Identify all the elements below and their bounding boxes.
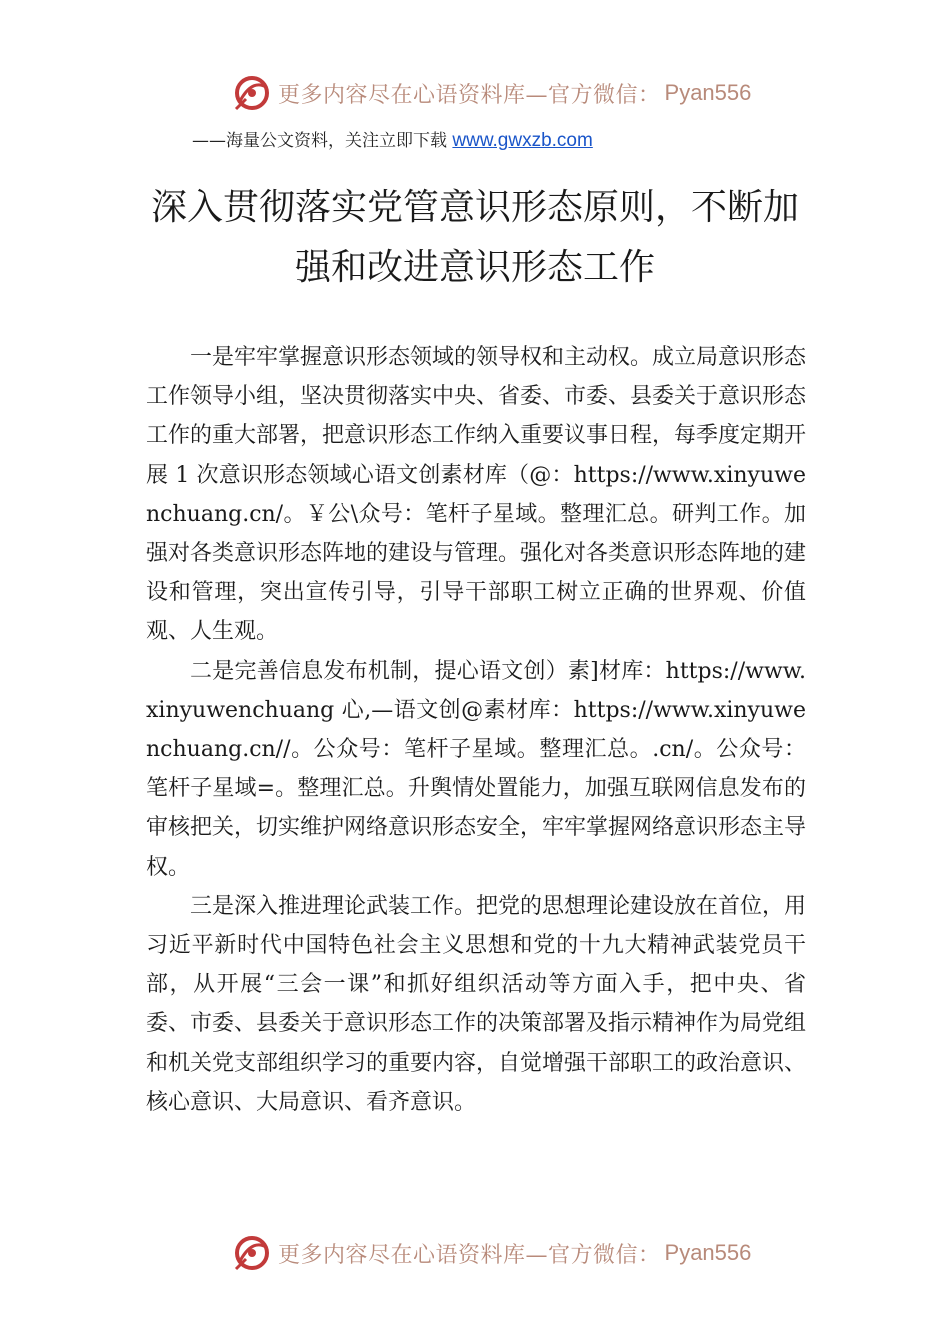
document-title-line-1: 深入贯彻落实党管意识形态原则，不断加: [150, 187, 799, 228]
website-link[interactable]: www.gwxzb.com: [452, 130, 593, 151]
banner-text: 更多内容尽在心语资料库—官方微信：: [278, 82, 661, 108]
paragraph-1: 一是牢牢掌握意识形态领域的领导权和主动权。成立局意识形态工作领导小组，坚决贯彻落实中央、省委、市委、县委关于意识形态工作的重大部署，把意识形态工作纳入重要议事日程，每季度定期开展 1 次意识形态领域心语文创素材库（@：https://www.xinyuwenchuang.cn/。￥公\众号：笔杆子星域。整理汇总。研判工作。加强对各类意识形态阵地的建设与管理。强化对各类意识形态阵地的建设和管理，突出宣传引导，引导干部职工树立正确的世界观、价值观、人生观。: [146, 345, 807, 645]
subheader-text: ——海量公文资料，关注立即下载: [192, 131, 453, 151]
banner-wechat-id: Pyan556: [664, 80, 752, 105]
brand-logo-icon: [232, 73, 272, 113]
footer-banner: [0, 1230, 950, 1276]
document-title-line-2: 强和改进意识形态工作: [294, 247, 655, 288]
paragraph-3: 三是深入推进理论武装工作。把党的思想理论建设放在首位，用习近平新时代中国特色社会主义思想和党的十九大精神武装党员干部，从开展“三会一课”和抓好组织活动等方面入手，把中央、省委、市委、县委关于意识形态工作的决策部署及指示精神作为局党组和机关党支部组织学习的重要内容，自觉增强干部职工的政治意识、核心意识、大局意识、看齐意识。: [146, 893, 807, 1115]
paragraph-2: 二是完善信息发布机制，提心语文创）素]材库：https://www.xinyuwenchuang 心,—语文创@素材库：https://www.xinyuwenchuang.cn//。公众号：笔杆子星域。整理汇总。.cn/。公众号：笔杆子星域=。整理汇总。升舆情处置能力，加强互联网信息发布的审核把关，切实维护网络意识形态安全，牢牢掌握网络意识形态主导权。: [146, 658, 807, 880]
footer-wechat-id: Pyan556: [664, 1240, 752, 1265]
header-banner: [0, 70, 950, 116]
subheader-line: [192, 126, 593, 152]
brand-logo-icon: [232, 1233, 272, 1273]
footer-banner-text: 更多内容尽在心语资料库—官方微信：: [278, 1242, 661, 1268]
document-body: [146, 338, 806, 1122]
